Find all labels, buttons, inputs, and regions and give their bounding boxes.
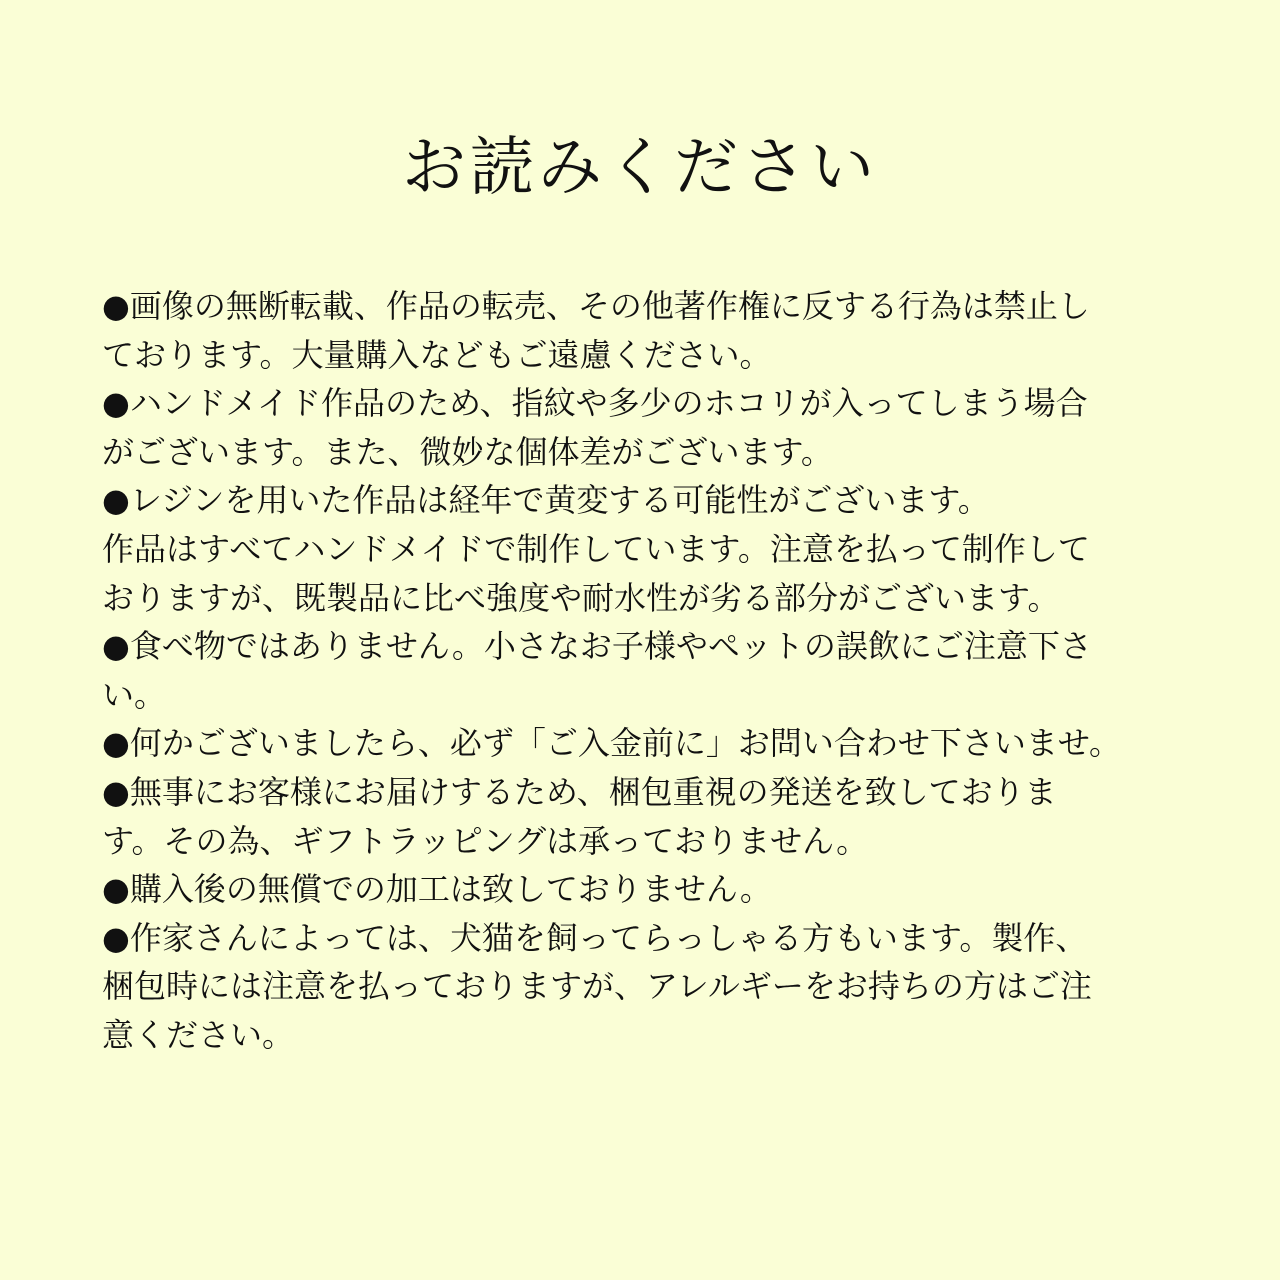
notice-line: ●無事にお客様にお届けするため、梱包重視の発送を致しておりま [102, 772, 1057, 811]
notice-list [102, 282, 1202, 1060]
notice-line: ●ハンドメイド作品のため、指紋や多少のホコリが入ってしまう場合 [102, 384, 1088, 423]
notice-line: ●食べ物ではありません。小さなお子様やペットの誤飲にご注意下さ [102, 627, 1092, 666]
notice-line: 作品はすべてハンドメイドで制作しています。注意を払って制作して [102, 529, 1090, 568]
notice-line: ●レジンを用いた作品は経年で黄変する可能性がございます。 [102, 481, 990, 520]
notice-line: ●何かございましたら、必ず「ご入金前に」お問い合わせ下さいませ。 [102, 724, 1121, 763]
notice-line: す。その為、ギフトラッピングは承っておりません。 [102, 821, 869, 860]
notice-line: ●画像の無断転載、作品の転売、その他著作権に反する行為は禁止し [102, 287, 1090, 325]
notice-line: ております。大量購入などもご遠慮ください。 [102, 335, 772, 374]
notice-line: い。 [102, 675, 167, 714]
notice-line: 梱包時には注意を払っておりますが、アレルギーをお持ちの方はご注 [102, 967, 1092, 1006]
notice-line: ●作家さんによっては、犬猫を飼ってらっしゃる方もいます。製作、 [102, 918, 1088, 957]
notice-line: ●購入後の無償での加工は致しておりません。 [102, 870, 772, 909]
notice-line: がございます。また、微妙な個体差がございます。 [102, 432, 833, 471]
notice-line: おりますが、既製品に比べ強度や耐水性が劣る部分がございます。 [102, 578, 1060, 617]
notice-line: 意ください。 [102, 1015, 295, 1054]
page-title: お読みください [402, 131, 878, 205]
